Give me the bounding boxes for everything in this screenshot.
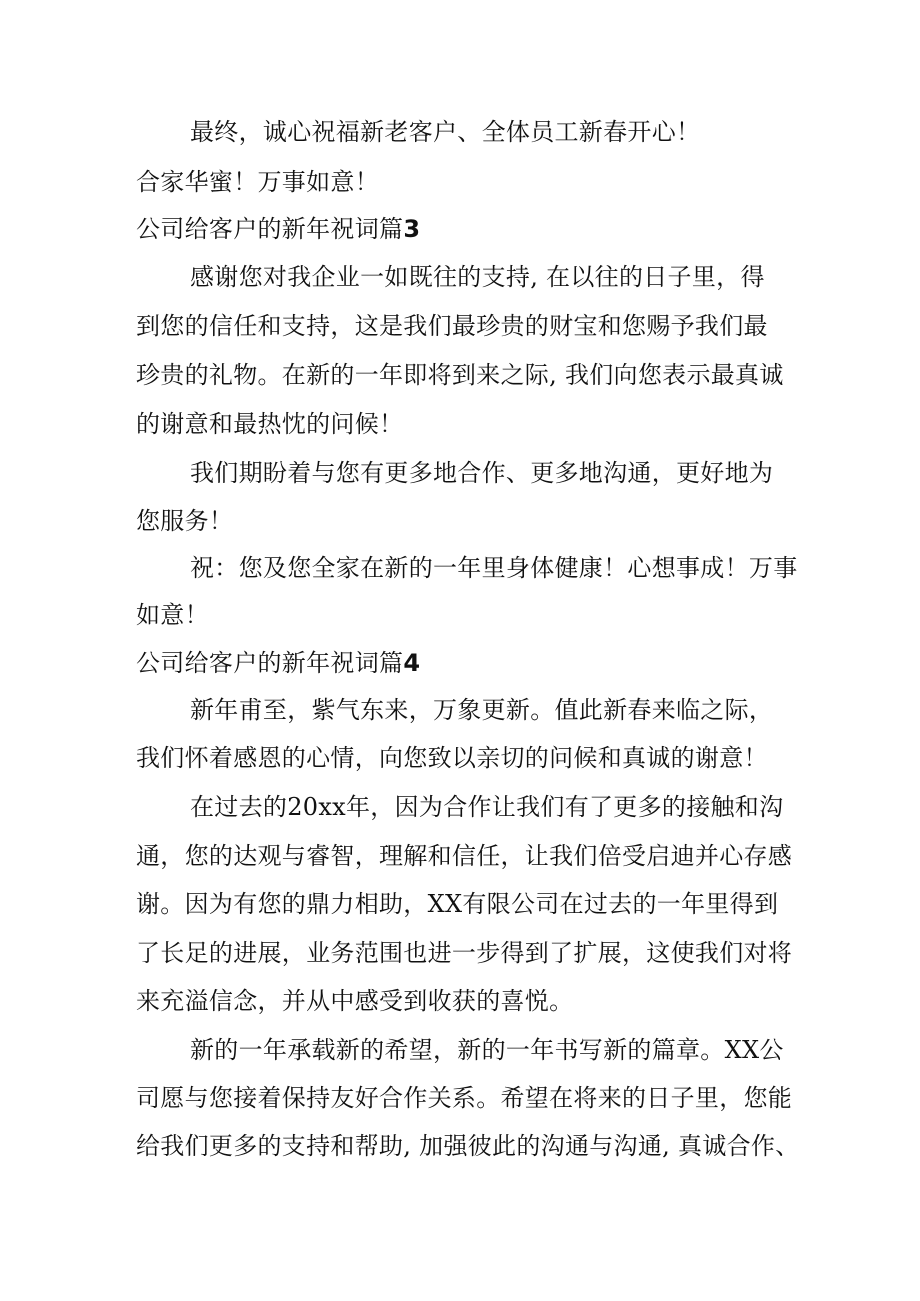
section-4-paragraph-3-line: 给我们更多的支持和帮助, 加强彼此的沟通与沟通, 真诚合作、 [136, 1132, 800, 1160]
section-4-paragraph-2-line: 了长足的进展，业务范围也进一步得到了扩展，这使我们对将 [136, 939, 793, 967]
section-4-paragraph-1-line: 新年甫至，紫气东来，万象更新。值此新春来临之际， [190, 696, 774, 724]
section-3-paragraph-1-line: 珍贵的礼物。在新的一年即将到来之际, 我们向您表示最真诚 [136, 361, 784, 389]
section-3-paragraph-1-line: 感谢您对我企业一如既往的支持, 在以往的日子里，得 [190, 263, 765, 291]
section-3-paragraph-1-line: 到您的信任和支持，这是我们最珍贵的财宝和您赐予我们最 [136, 312, 768, 340]
section-4-paragraph-1-line: 我们怀着感恩的心情，向您致以亲切的问候和真诚的谢意！ [136, 744, 768, 772]
section-3-paragraph-2-line: 我们期盼着与您有更多地合作、更多地沟通，更好地为 [190, 459, 774, 487]
section-3-paragraph-1-line: 的谢意和最热忱的问候！ [136, 410, 404, 438]
section-4-paragraph-2-line: 通，您的达观与睿智，理解和信任，让我们倍受启迪并心存感 [136, 842, 793, 870]
section-3-paragraph-3-line: 如意！ [136, 601, 209, 629]
section-3-heading-text: 公司给客户的新年祝词篇 [136, 215, 404, 243]
closing-wish-line: 最终，诚心祝福新老客户、全体员工新春开心！ [190, 118, 701, 146]
section-4-paragraph-3-line: 司愿与您接着保持友好合作关系。希望在将来的日子里，您能 [136, 1084, 793, 1112]
section-4-heading [136, 648, 420, 678]
section-3-heading-number: 3 [403, 215, 421, 243]
section-3-heading [136, 214, 420, 244]
section-4-paragraph-2-line: 在过去的20xx年，因为合作让我们有了更多的接触和沟 [190, 793, 784, 821]
section-4-paragraph-3-line: 新的一年承载新的希望，新的一年书写新的篇章。XX公 [190, 1036, 784, 1064]
section-3-paragraph-3-line: 祝：您及您全家在新的一年里身体健康！心想事成！万事 [190, 554, 798, 582]
section-4-heading-number: 4 [403, 649, 421, 677]
section-4-heading-text: 公司给客户的新年祝词篇 [136, 649, 404, 677]
section-3-paragraph-2-line: 您服务！ [136, 507, 234, 535]
section-4-paragraph-2-line: 来充溢信念，并从中感受到收获的喜悦。 [136, 987, 574, 1015]
section-4-paragraph-2-line: 谢。因为有您的鼎力相助，XX有限公司在过去的一年里得到 [136, 890, 779, 918]
closing-wish-line-2: 合家华蜜！万事如意！ [136, 168, 379, 196]
